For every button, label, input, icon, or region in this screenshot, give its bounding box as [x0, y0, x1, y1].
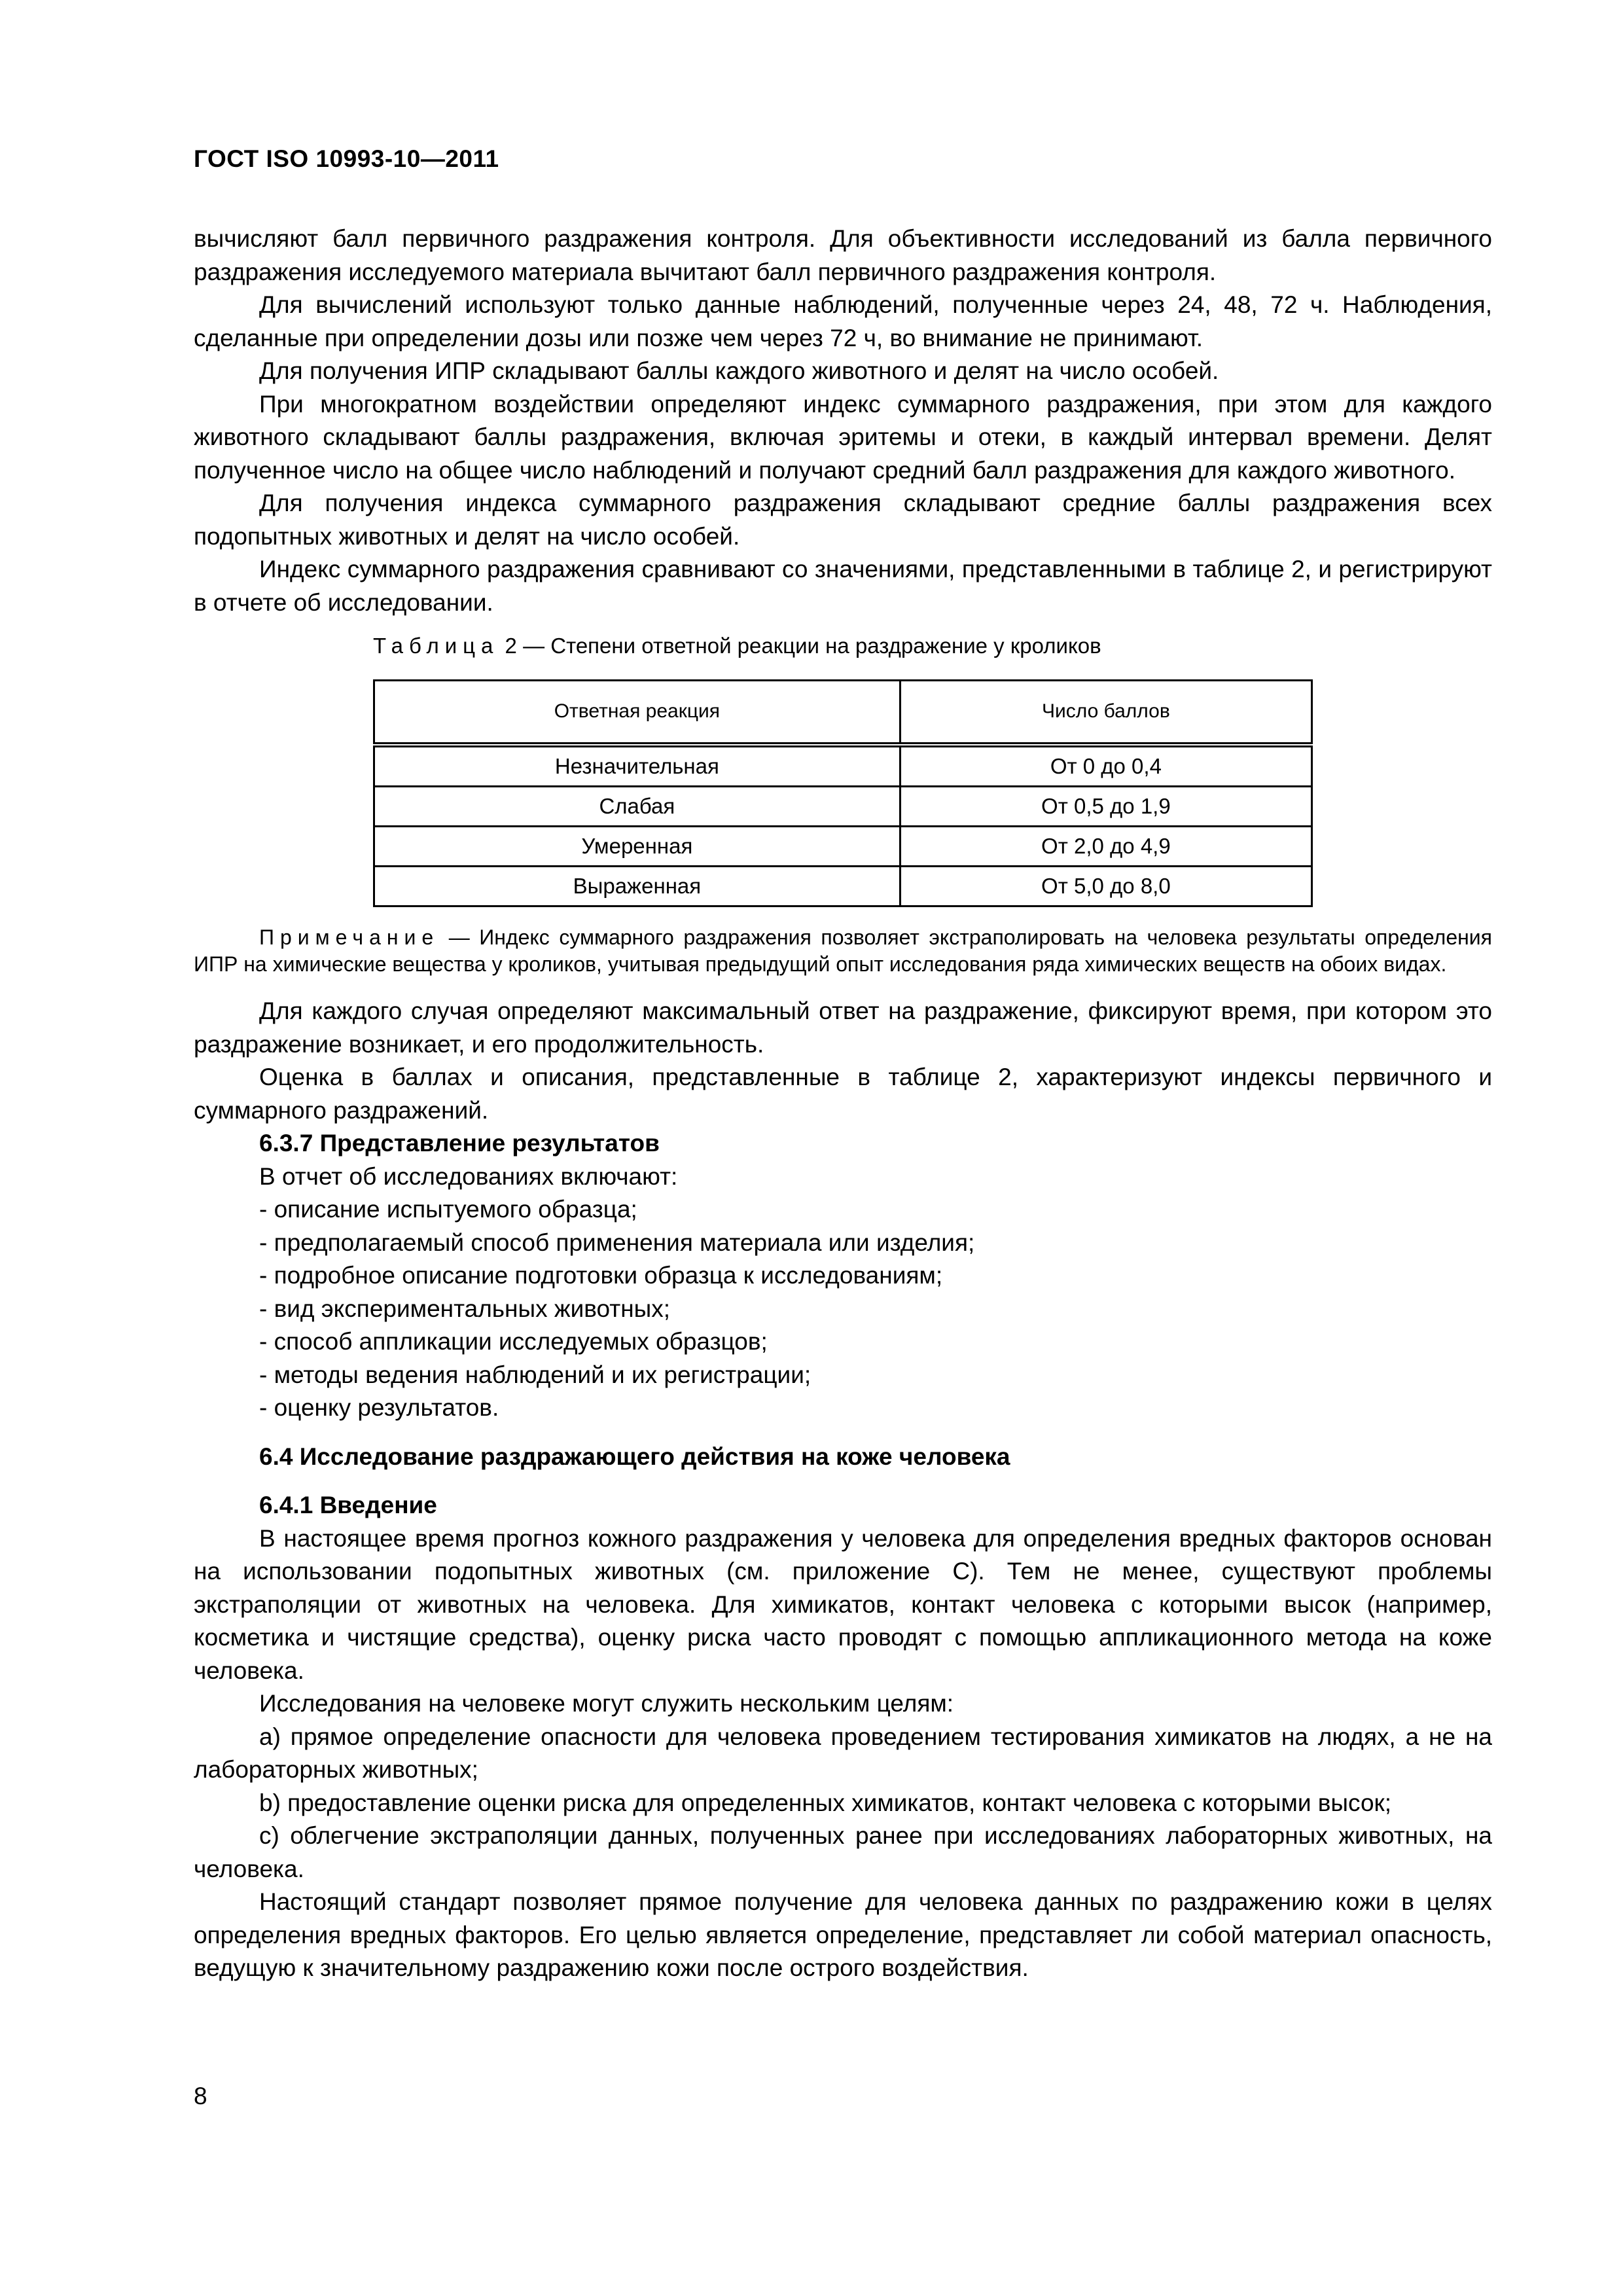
list-item: a) прямое определение опасности для человека проведением тестирования химикатов на людях, а не на лабораторных животных; [194, 1723, 1492, 1783]
paragraph: При многократном воздействии определяют индекс суммарного раздражения, при этом для каждого животного складывают баллы раздражения, включая эритемы и отеки, в каждый интервал времени. Делят полученное число на общее число наблюдений и получают средний балл раздражения для каждого животного. [194, 390, 1492, 484]
column-header-score: Число баллов [900, 681, 1311, 745]
list-item: - вид экспериментальных животных; [259, 1295, 671, 1322]
table-cell: Выраженная [374, 867, 901, 906]
table-row [374, 827, 1312, 867]
section-heading-6-3-7: 6.3.7 Представление результатов [259, 1130, 660, 1157]
table-cell: От 0 до 0,4 [900, 745, 1311, 787]
paragraph: Для получения ИПР складывают баллы каждого животного и делят на число особей. [259, 357, 1219, 384]
section-intro: В отчет об исследованиях включают: [259, 1162, 678, 1190]
section-heading-6-4-1: 6.4.1 Введение [259, 1492, 437, 1518]
paragraph: Настоящий стандарт позволяет прямое получение для человека данных по раздражению кожи в целях определения вредных факторов. Его целью является определение, представляет ли собой материал опасность, ведущую к значительному раздражению кожи после острого воздействия. [194, 1888, 1492, 1981]
table-caption [194, 632, 1492, 660]
column-header-reaction: Ответная реакция [374, 681, 901, 745]
table-cell: Незначительная [374, 745, 901, 787]
document-header: ГОСТ ISO 10993-10—2011 [194, 145, 499, 172]
table-cell: От 2,0 до 4,9 [900, 827, 1311, 867]
list-item: c) облегчение экстраполяции данных, полученных ранее при исследованиях лабораторных животных, на человека. [194, 1822, 1492, 1882]
list-item: - описание испытуемого образца; [259, 1196, 637, 1223]
list-item: - подробное описание подготовки образца к исследованиям; [259, 1262, 943, 1289]
paragraph: Исследования на человеке могут служить нескольким целям: [259, 1690, 954, 1717]
paragraph: Оценка в баллах и описания, представленные в таблице 2, характеризуют индексы первичного и суммарного раздражений. [194, 1064, 1492, 1124]
table-row [374, 787, 1312, 827]
list-item: - предполагаемый способ применения материала или изделия; [259, 1229, 975, 1256]
table-cell: Умеренная [374, 827, 901, 867]
list-item: - способ аппликации исследуемых образцов; [259, 1328, 768, 1355]
note-text: — Индекс суммарного раздражения позволяет экстраполировать на человека результаты определения ИПР на химические вещества у кроликов, учитывая предыдущий опыт исследования ряда химических веществ на обоих видах. [194, 925, 1492, 976]
paragraph: В настоящее время прогноз кожного раздражения у человека для определения вредных факторов основан на использовании подопытных животных (см. приложение С). Тем не менее, существуют проблемы экстраполяции от животных на человека. Для химикатов, контакт человека с которыми высок (например, косметика и чистящие средства), оценку риска часто проводят с помощью аппликационного метода на коже человека. [194, 1524, 1492, 1684]
table-cell: От 5,0 до 8,0 [900, 867, 1311, 906]
table-caption-label: Таблица [373, 634, 499, 658]
paragraph: Для получения индекса суммарного раздражения складывают средние баллы раздражения всех подопытных животных и делят на число особей. [194, 490, 1492, 550]
table-caption-text: 2 — Степени ответной реакции на раздражение у кроликов [499, 634, 1101, 658]
note-label: Примечание [259, 925, 440, 949]
list-item: - оценку результатов. [259, 1394, 499, 1421]
table-cell: Слабая [374, 787, 901, 827]
table-cell: От 0,5 до 1,9 [900, 787, 1311, 827]
paragraph: Индекс суммарного раздражения сравнивают со значениями, представленными в таблице 2, и регистрируют в отчете об исследовании. [194, 556, 1492, 616]
paragraph: Для вычислений используют только данные наблюдений, полученные через 24, 48, 72 ч. Наблюдения, сделанные при определении дозы или позже чем через 72 ч, во внимание не принимают. [194, 291, 1492, 351]
table-row [374, 867, 1312, 906]
page-body [194, 223, 1492, 1985]
list-item: - методы ведения наблюдений и их регистрации; [259, 1361, 812, 1388]
page-number: 8 [194, 2083, 207, 2109]
section-heading-6-4: 6.4 Исследование раздражающего действия на коже человека [259, 1443, 1010, 1470]
paragraph: Для каждого случая определяют максимальный ответ на раздражение, фиксируют время, при котором это раздражение возникает, и его продолжительность. [194, 997, 1492, 1058]
reaction-table [373, 679, 1313, 907]
paragraph: вычисляют балл первичного раздражения контроля. Для объективности исследований из балла первичного раздражения исследуемого материала вычитают балл первичного раздражения контроля. [194, 225, 1492, 285]
table-row [374, 745, 1312, 787]
table-header-row [374, 681, 1312, 745]
table-note [194, 924, 1492, 978]
list-item: b) предоставление оценки риска для определенных химикатов, контакт человека с которыми высок; [259, 1789, 1391, 1816]
